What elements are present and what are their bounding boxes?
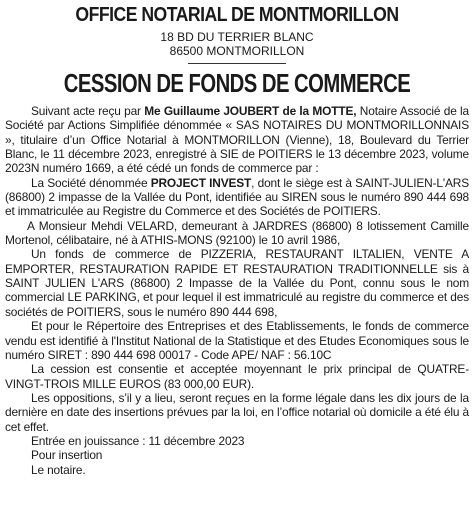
- deed-intro: Suivant acte reçu par: [31, 104, 145, 118]
- paragraph-deed: [5, 104, 469, 176]
- paragraph-oppositions: Les oppositions, s’il y a lieu, seront reçues en la forme légale dans les dix jours de la dernière en date des insertions prévues par la loi, en l’office notarial où domicile a été élu à cet effet.: [5, 390, 469, 434]
- paragraph-business: Un fonds de commerce de PIZZERIA, RESTAURANT ILTALIEN, VENTE A EMPORTER, RESTAURATION RAPIDE ET RESTAURATION TRADITIONNELLE sis à SAINT JULIEN L'ARS (86800) 2 Impasse de la Vallée du Pont, connu sous le nom commercial LE PARKING, et pour lequel il est immatriculé au registre du commerce et des sociétés de POITIERS, sous le numéro 890 444 698,: [5, 247, 469, 319]
- paragraph-buyer: A Monsieur Mehdi VELARD, demeurant à JARDRES (86800) 8 lotissement Camille Mortenol, célibataire, né à ATHIS-MONS (92100) le 10 avril 1986,: [5, 218, 469, 248]
- paragraph-price: La cession est consentie et acceptée moyennant le prix principal de QUATRE-VINGT-TROIS MILLE EUROS (83 000,00 EUR).: [5, 362, 469, 391]
- seller-intro: La Société dénommée: [31, 175, 151, 190]
- office-name: OFFICE NOTARIAL DE MONTMORILLON: [75, 3, 399, 26]
- address-street: 18 BD DU TERRIER BLANC: [160, 30, 314, 44]
- paragraph-registry: Et pour le Répertoire des Entreprises et des Etablissements, le fonds de commerce vendu est identifié à l'Institut National de la Statistique et des Etudes Economiques sous le numéro SIRET : 890 444 698 00017 - Code APE/ NAF : 56.10C: [5, 319, 469, 362]
- paragraph-signature: Le notaire.: [31, 462, 86, 477]
- notice-title: CESSION DE FONDS DE COMMERCE: [63, 68, 411, 98]
- paragraph-insertion: Pour insertion: [31, 448, 103, 463]
- notary-name: Me Guillaume JOUBERT de la MOTTE,: [144, 104, 357, 118]
- paragraph-seller: [5, 176, 469, 219]
- header-divider: [188, 63, 286, 64]
- office-address: [5, 30, 469, 58]
- seller-details: , dont le siège est à SAINT-JULIEN-L'ARS (86800) 2 impasse de la Vallée du Pont, identifiée au SIREN sous le numéro 890 444 698 et immatriculée au Registre du Commerce et des Sociétés de POITIERS.: [5, 175, 469, 219]
- notice-body: [5, 104, 469, 477]
- address-city: 86500 MONTMORILLON: [169, 44, 305, 58]
- seller-company: PROJECT INVEST: [150, 175, 252, 190]
- paragraph-entry-date: Entrée en jouissance : 11 décembre 2023: [31, 433, 245, 448]
- deed-details: Notaire Associé de la Société par Actions Simplifiée dénommée « SAS NOTAIRES DU MONTMORILLONNAIS », titulaire d’un Office Notarial à MONTMORILLON (Vienne), 18, Boulevard du Terrier Blanc, le 11 décembre 2023, enregistré à SIE de POITIERS le 13 décembre 2023, volume 2023N numéro 1669, a été cédé un fonds de commerce par :: [5, 104, 469, 176]
